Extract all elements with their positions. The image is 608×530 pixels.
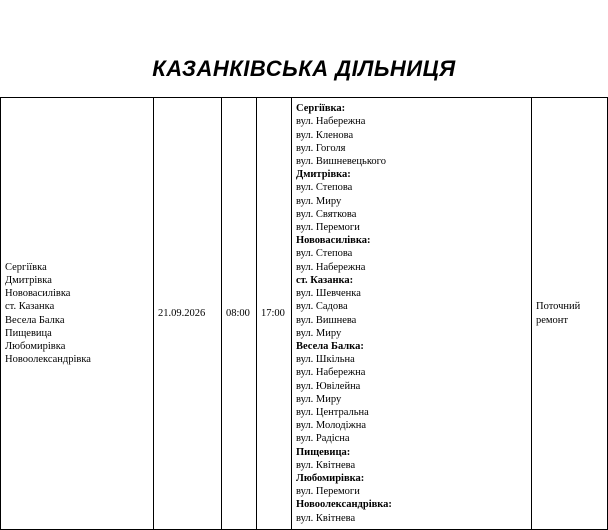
street-item: вул. Степова (296, 248, 353, 260)
villages-cell (1, 98, 154, 530)
page-title: КАЗАНКІВСЬКА ДІЛЬНИЦЯ (152, 56, 456, 81)
village-heading: Нововасилівка: (296, 235, 371, 247)
street-item: вул. Вишнева (296, 314, 357, 326)
street-item: вул. Ювілейна (296, 380, 361, 392)
time-to-cell: 17:00 (257, 98, 292, 530)
street-item: вул. Перемоги (296, 486, 360, 498)
street-item: вул. Гоголя (296, 142, 346, 154)
village-item: Любомирівка (5, 340, 66, 352)
street-item: вул. Квітнева (296, 459, 356, 471)
street-item: вул. Вишневецького (296, 156, 386, 168)
street-item: вул. Молодіжна (296, 420, 367, 432)
table-row (1, 98, 608, 530)
street-item: вул. Шкільна (296, 354, 355, 366)
village-item: Дмитрівка (5, 274, 52, 286)
village-item: ст. Казанка (5, 301, 55, 313)
village-heading: Пищевица: (296, 446, 351, 458)
work-type-cell: Поточний ремонт (532, 98, 608, 530)
village-item: Пищевица (5, 327, 52, 339)
village-heading: Весела Балка: (296, 340, 364, 352)
village-heading: Новоолександрівка: (296, 499, 392, 511)
village-item: Сергіївка (5, 261, 47, 273)
street-item: вул. Центральна (296, 406, 369, 418)
street-item: вул. Перемоги (296, 222, 360, 234)
street-item: вул. Набережна (296, 116, 366, 128)
village-heading: Сергіївка: (296, 103, 346, 115)
village-item: Новоолександрівка (5, 354, 91, 366)
street-item: вул. Шевченка (296, 288, 361, 300)
villages-list (5, 261, 149, 367)
street-item: вул. Радісна (296, 433, 350, 445)
street-item: вул. Садова (296, 301, 348, 313)
street-item: вул. Набережна (296, 367, 366, 379)
streets-list (296, 102, 527, 525)
village-item: Весела Балка (5, 314, 65, 326)
date-cell: 21.09.2026 (154, 98, 222, 530)
street-item: вул. Святкова (296, 208, 357, 220)
village-item: Нововасилівка (5, 288, 71, 300)
village-heading: Дмитрівка: (296, 169, 351, 181)
street-item: вул. Миру (296, 195, 342, 207)
street-item: вул. Набережна (296, 261, 366, 273)
street-item: вул. Миру (296, 393, 342, 405)
village-heading: Любомирівка: (296, 472, 365, 484)
time-from-cell: 08:00 (222, 98, 257, 530)
streets-cell (292, 98, 532, 530)
street-item: вул. Кленова (296, 129, 354, 141)
street-item: вул. Квітнева (296, 512, 356, 524)
village-heading: ст. Казанка: (296, 274, 354, 286)
street-item: вул. Миру (296, 327, 342, 339)
outage-schedule-table (0, 97, 608, 530)
street-item: вул. Степова (296, 182, 353, 194)
